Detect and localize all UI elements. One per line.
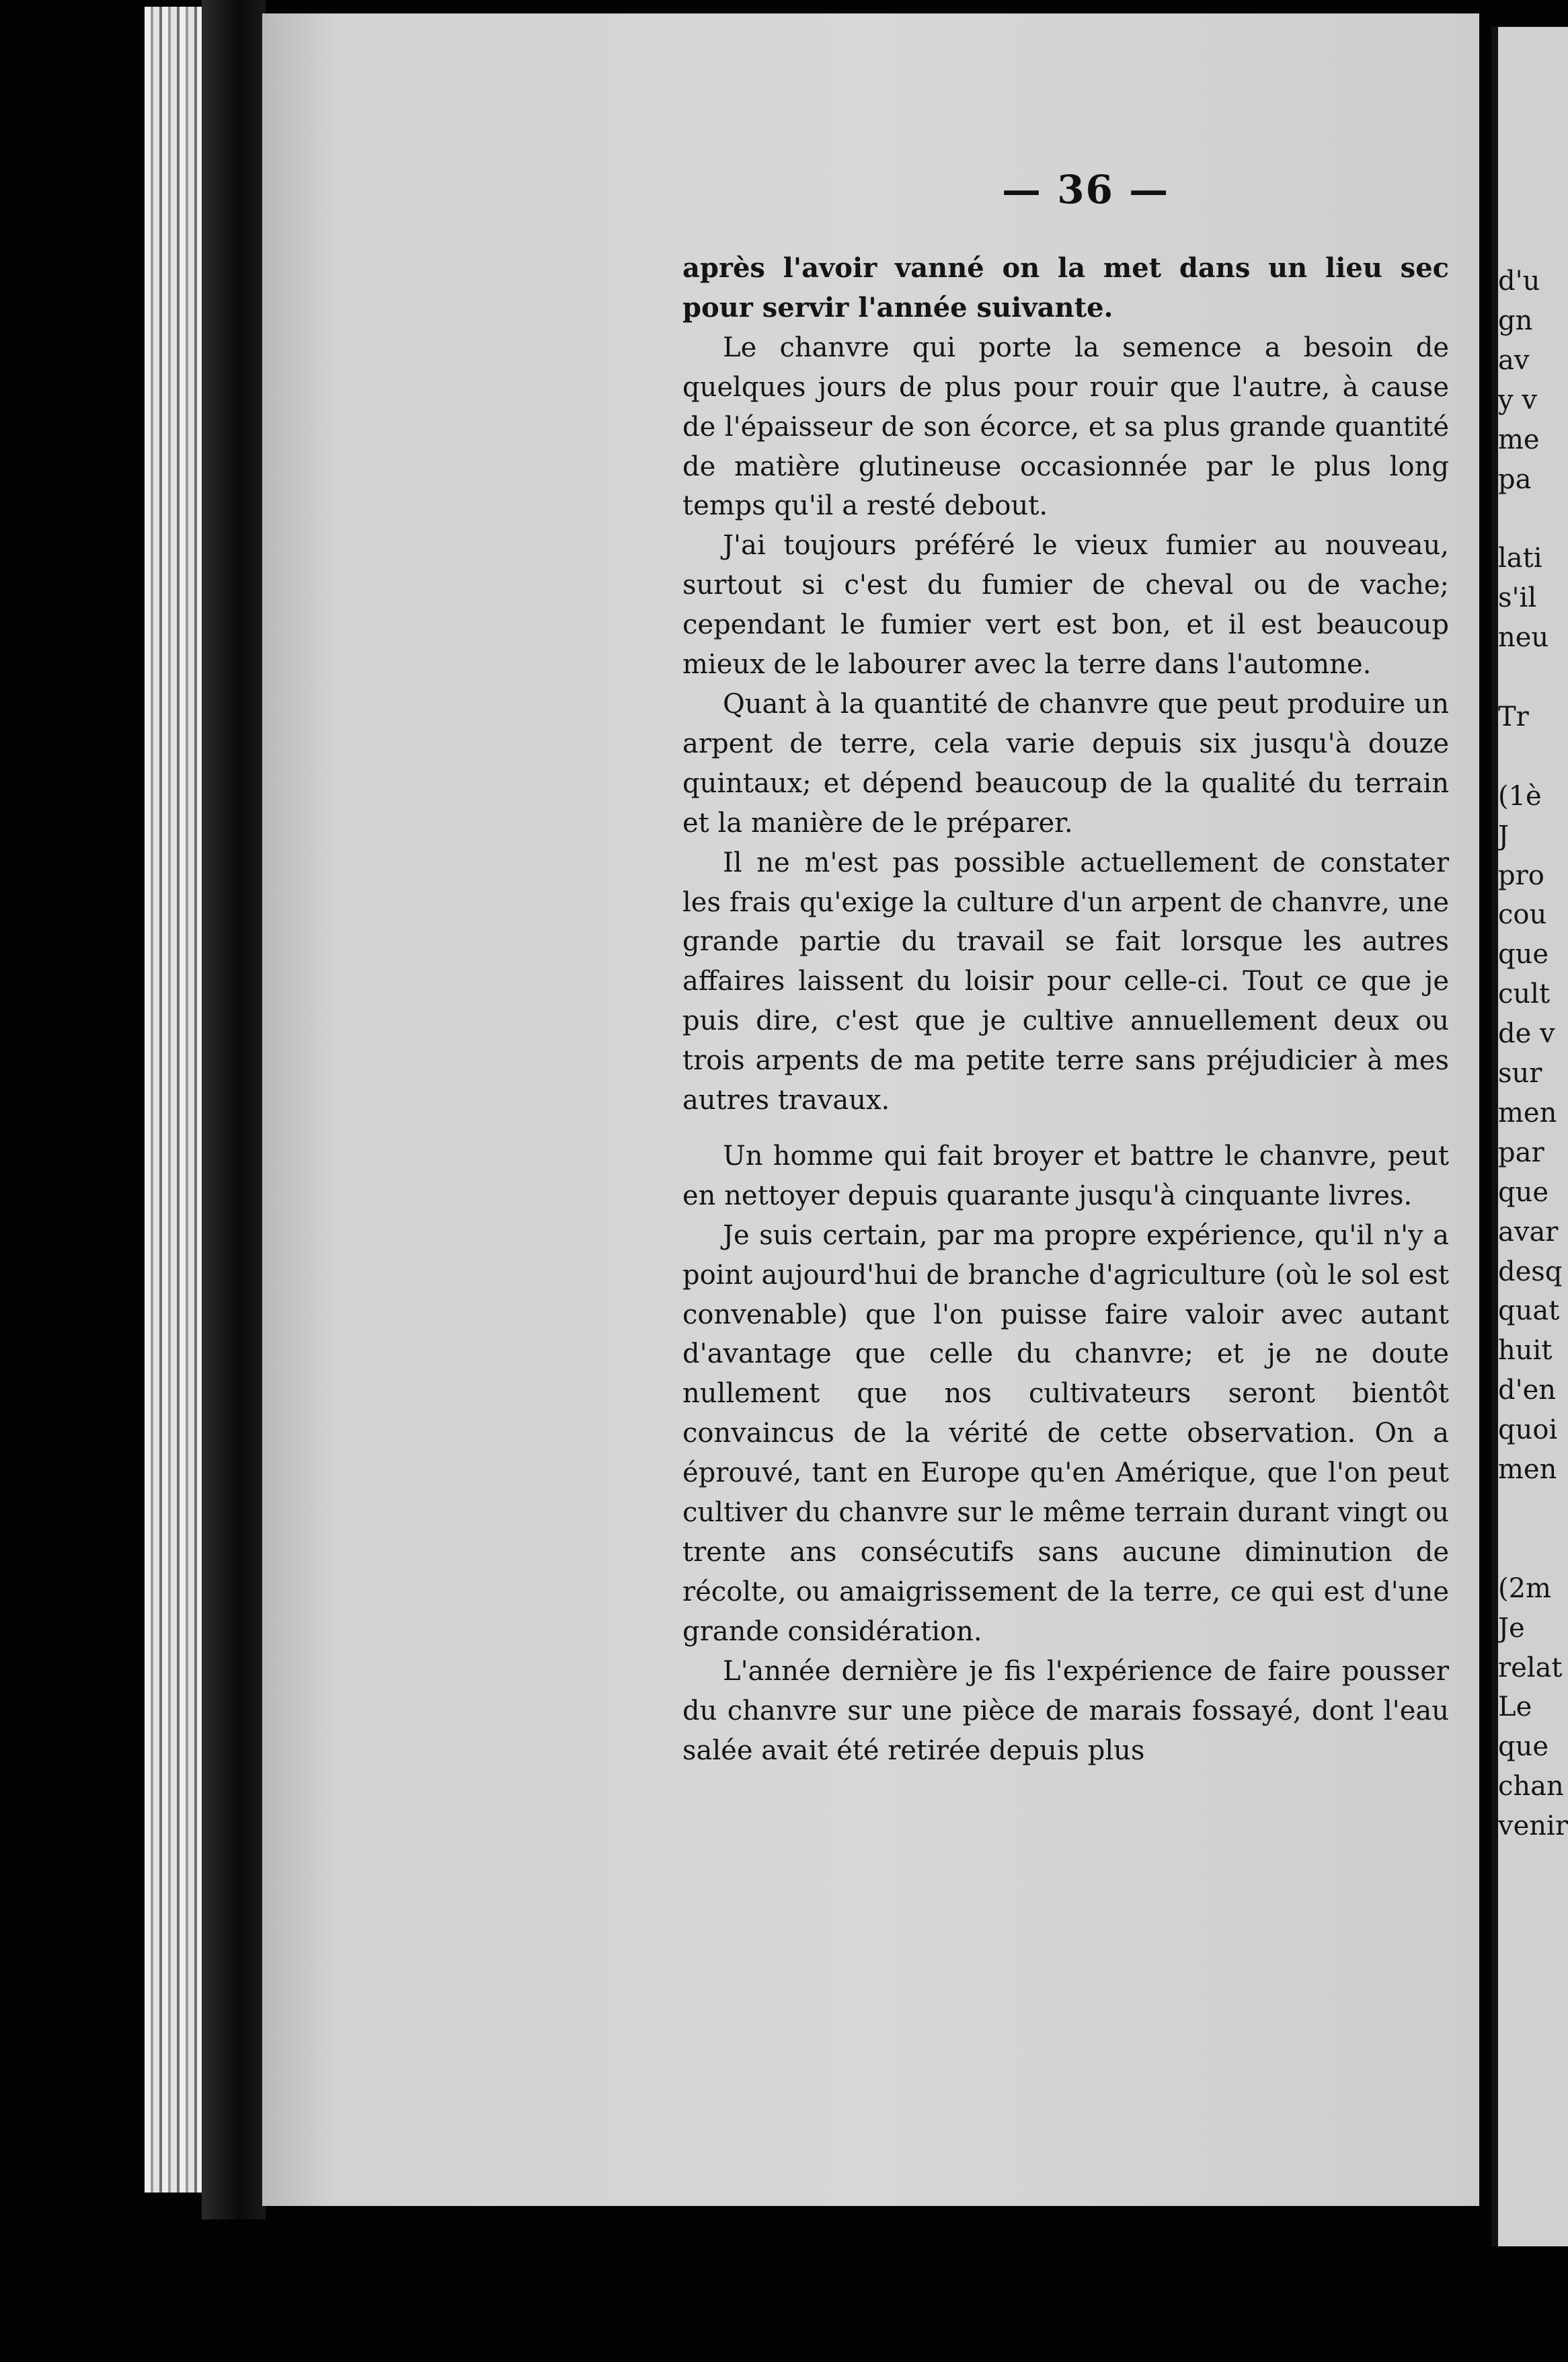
paragraph: L'année dernière je fis l'expérience de faire pousser du chanvre sur une pièce de marais fossayé, dont l'eau salée avait été retirée depuis plus <box>682 1655 1449 1766</box>
facing-page-fragment: (2m <box>1498 1572 1551 1604</box>
paragraph: J'ai toujours préféré le vieux fumier au nouveau, surtout si c'est du fumier de cheval ou de vache; cependant le fumier vert est bon, et il est beaucoup mieux de le labourer avec la terre dans l'automne. <box>682 530 1449 681</box>
facing-page-fragment: lati <box>1498 543 1542 574</box>
facing-page-fragment: av <box>1498 344 1530 376</box>
facing-page-fragment: pro <box>1498 860 1544 891</box>
facing-page-fragment: desq <box>1498 1256 1563 1287</box>
body-text <box>682 249 1449 1770</box>
facing-page-fragment: relat <box>1498 1652 1563 1683</box>
facing-page-fragment: men <box>1498 1097 1557 1129</box>
facing-page-fragment: quoi <box>1498 1414 1558 1446</box>
facing-page-fragment: (1è <box>1498 780 1542 812</box>
facing-page-text <box>1498 266 1568 1891</box>
facing-page-fragment: quat <box>1498 1295 1560 1327</box>
paragraph: Je suis certain, par ma propre expérience, qu'il n'y a point aujourd'hui de branche d'agriculture (où le sol est convenable) que l'on puisse faire valoir avec autant d'avantage que celle du chanvre; et je ne doute nullement que nos cultivateurs seront bientôt convaincus de la vérité de cette observation. On a éprouvé, tant en Europe qu'en Amérique, que l'on peut cultiver du chanvre sur le même terrain durant vingt ou trente ans consécutifs sans aucune diminution de récolte, ou amaigrissement de la terre, ce qui est d'une grande considération. <box>682 1219 1449 1647</box>
facing-page-fragment: d'u <box>1498 266 1540 297</box>
facing-page-fragment: Je <box>1498 1612 1525 1644</box>
facing-page-fragment: que <box>1498 1176 1549 1208</box>
facing-page-fragment: cult <box>1498 979 1551 1010</box>
facing-page-fragment: cou <box>1498 899 1547 931</box>
facing-page-fragment: Tr <box>1498 701 1529 732</box>
paragraph: Il ne m'est pas possible actuellement de constater les frais qu'exige la culture d'un arpent de chanvre, une grande partie du travail se fait lorsque les autres affaires laissent du loisir pour celle-ci. Tout ce que je puis dire, c'est que je cultive annuellement deux ou trois arpents de ma petite terre sans préjudicier à mes autres travaux. <box>682 847 1449 1116</box>
paragraph: après l'avoir vanné on la met dans un lieu sec pour servir l'année suivante. <box>682 252 1449 323</box>
facing-page-fragment: chan <box>1498 1771 1564 1802</box>
facing-page-fragment: gn <box>1498 305 1533 336</box>
paragraph: Un homme qui fait broyer et battre le chanvre, peut en nettoyer depuis quarante jusqu'à cinquante livres. <box>682 1140 1449 1211</box>
facing-page-fragment: y v <box>1498 384 1537 416</box>
facing-page-fragment: s'il <box>1498 582 1537 614</box>
facing-page-fragment: que <box>1498 1731 1549 1763</box>
paragraph: Le chanvre qui porte la semence a besoin de quelques jours de plus pour rouir que l'autre, à cause de l'épaisseur de son écorce, et sa plus grande quantité de matière glutineuse occasionnée par le plus long temps qu'il a resté debout. <box>682 332 1449 522</box>
facing-page-fragment: avar <box>1498 1216 1559 1248</box>
facing-page-fragment: Le <box>1498 1691 1532 1723</box>
facing-page-fragment: neu <box>1498 622 1549 654</box>
facing-page-fragment: sur <box>1498 1058 1542 1089</box>
facing-page-fragment: venir <box>1498 1811 1568 1842</box>
facing-page-fragment: par <box>1498 1137 1544 1168</box>
facing-page-fragment: huit <box>1498 1335 1553 1367</box>
facing-page-fragment: de v <box>1498 1018 1555 1050</box>
facing-page-fragment: pa <box>1498 463 1532 495</box>
book-gutter <box>202 0 266 2219</box>
facing-page-fragment: que <box>1498 939 1549 970</box>
facing-page-fragment: me <box>1498 424 1540 455</box>
facing-page-fragment: J <box>1498 820 1510 851</box>
page-number: — 36 — <box>1002 167 1170 213</box>
facing-page-fragment: d'en <box>1498 1375 1557 1406</box>
paragraph: Quant à la quantité de chanvre que peut produire un arpent de terre, cela varie depuis six jusqu'à douze quintaux; et dépend beaucoup de la qualité du terrain et la manière de le préparer. <box>682 688 1449 839</box>
facing-page-fragment: men <box>1498 1454 1557 1485</box>
